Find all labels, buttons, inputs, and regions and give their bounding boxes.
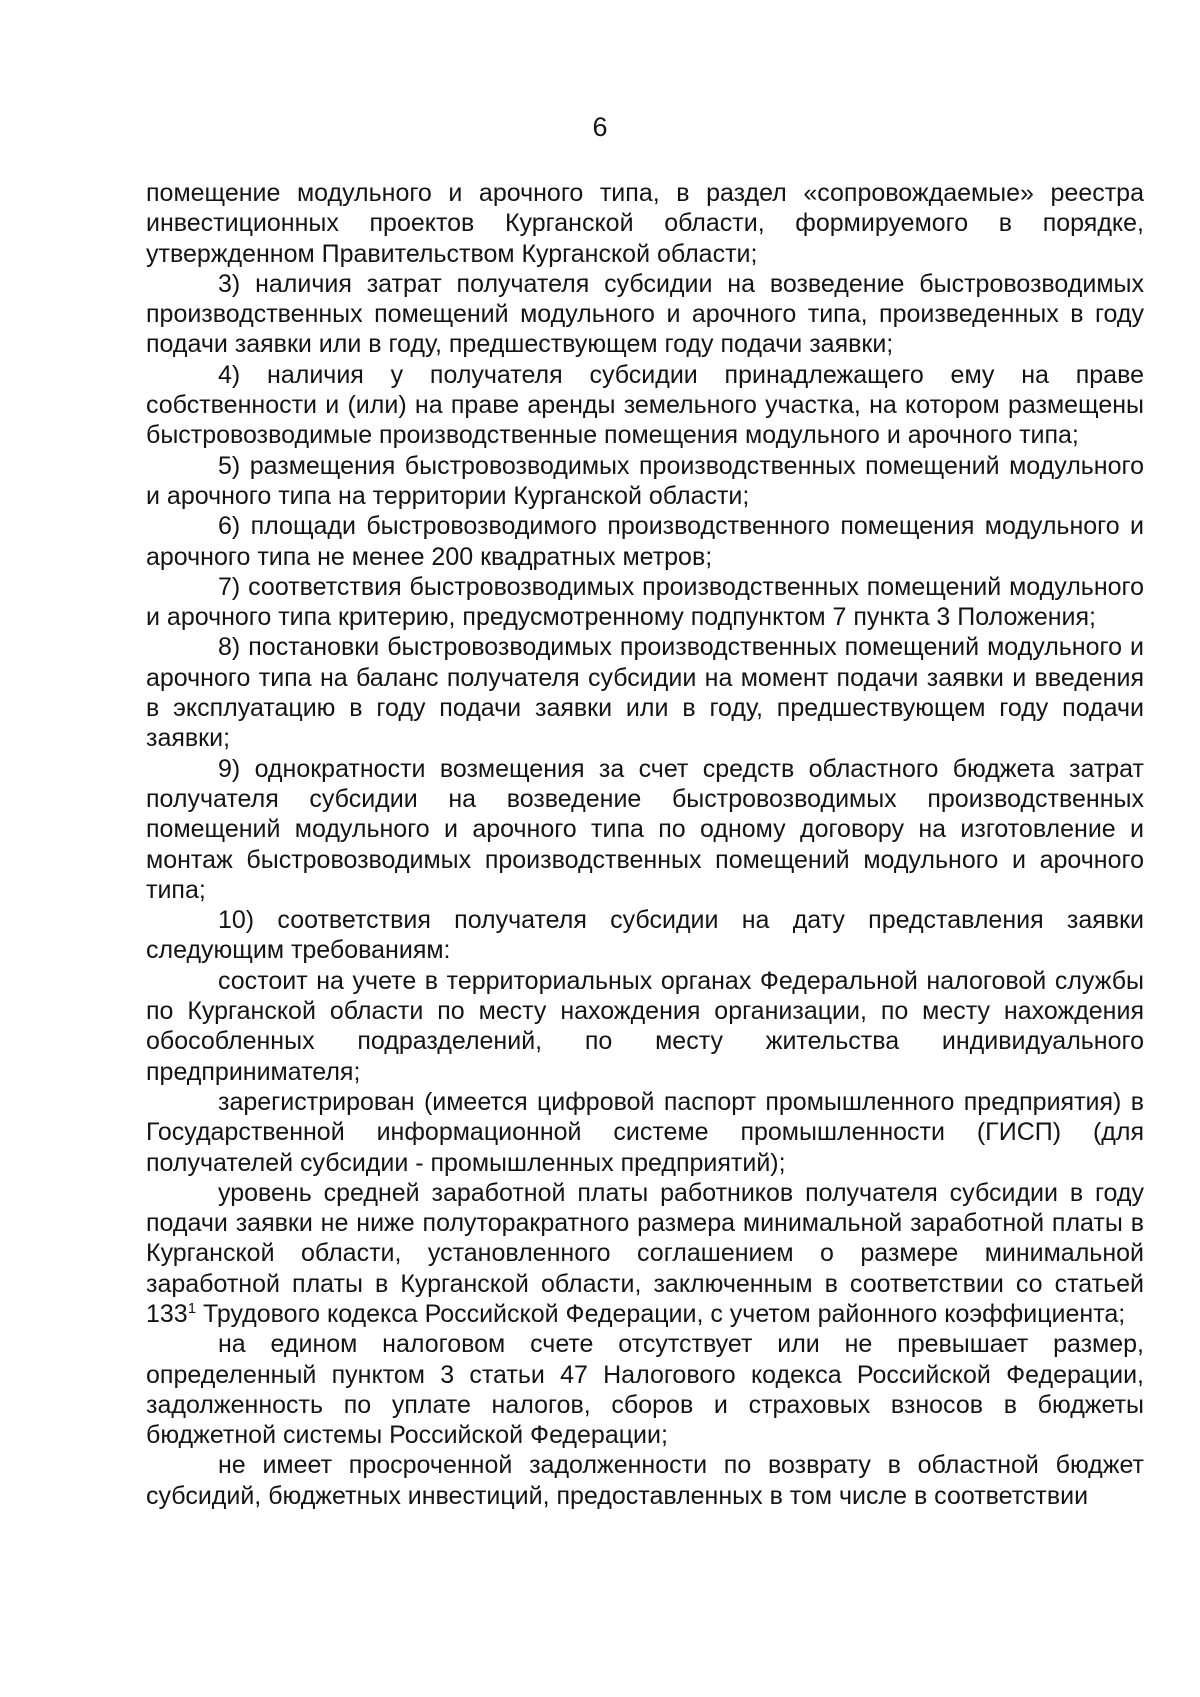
paragraph-item-6: 6) площади быстровозводимого производственного помещения модульного и арочного типа не менее 200 квадратных метров; [146,512,1144,571]
page-number: 6 [592,112,608,142]
paragraph-item-4: 4) наличия у получателя субсидии принадлежащего ему на праве собственности и (или) на праве аренды земельного участка, на котором размещены быстровозводимые производственные помещения модульного и арочного типа; [146,360,1144,450]
paragraph-wage-level [146,1178,1144,1329]
paragraph-continuation: помещение модульного и арочного типа, в раздел «сопровождаемые» реестра инвестиционных проектов Курганской области, формируемого в порядке, утвержденном Правительством Курганской области; [146,179,1144,268]
paragraph-item-10: 10) соответствия получателя субсидии на дату представления заявки следующим требованиям: [146,906,1144,965]
paragraph-gisp-registration: зарегистрирован (имеется цифровой паспорт промышленного предприятия) в Государственной информационной системе промышленности (ГИСП) (для получателей субсидии - промышленных предприятий); [146,1087,1144,1177]
paragraph-tax-registration: состоит на учете в территориальных органах Федеральной налоговой службы по Курганской области по месту нахождения организации, по месту нахождения обособленных подразделений, по месту жительства индивидуального предпринимателя; [146,966,1144,1086]
paragraph-item-3: 3) наличия затрат получателя субсидии на возведение быстровозводимых производственных помещений модульного и арочного типа, произведенных в году подачи заявки или в году, предшествующем году подачи заявки; [146,269,1144,359]
paragraph-item-5: 5) размещения быстровозводимых производственных помещений модульного и арочного типа на территории Курганской области; [146,451,1144,510]
paragraph-overdue-debt: не имеет просроченной задолженности по возврату в областной бюджет субсидий, бюджетных инвестиций, предоставленных в том числе в соответствии [146,1451,1144,1510]
paragraph-item-7: 7) соответствия быстровозводимых производственных помещений модульного и арочного типа критерию, предусмотренному подпунктом 7 пункта 3 Положения; [146,572,1144,632]
paragraph-item-8: 8) постановки быстровозводимых производственных помещений модульного и арочного типа на баланс получателя субсидии на момент подачи заявки и введения в эксплуатацию в году подачи заявки или в году, предшествующем году подачи заявки; [146,633,1144,753]
paragraph-item-9: 9) однократности возмещения за счет средств областного бюджета затрат получателя субсидии на возведение быстровозводимых производственных помещений модульного и арочного типа по одному договору на изготовление и монтаж быстровозводимых производственных помещений модульного и арочного типа; [146,754,1144,904]
wage-text-after: Трудового кодекса Российской Федерации, с учетом районного коэффициента; [196,1299,1126,1328]
body-text [146,178,1144,1511]
wage-text-before: уровень средней заработной платы работников получателя субсидии в году подачи заявки не ниже полуторакратного размера минимальной заработной платы в Курганской области, установленного соглашением о размере минимальной заработной платы в Курганской области, заключенным в соответствии со статьей 133 [146,1178,1144,1328]
paragraph-tax-account: на едином налоговом счете отсутствует или не превышает размер, определенный пунктом 3 статьи 47 Налогового кодекса Российской Федерации, задолженность по уплате налогов, сборов и страховых взносов в бюджеты бюджетной системы Российской Федерации; [146,1330,1144,1450]
article-superscript: 1 [187,1299,197,1317]
